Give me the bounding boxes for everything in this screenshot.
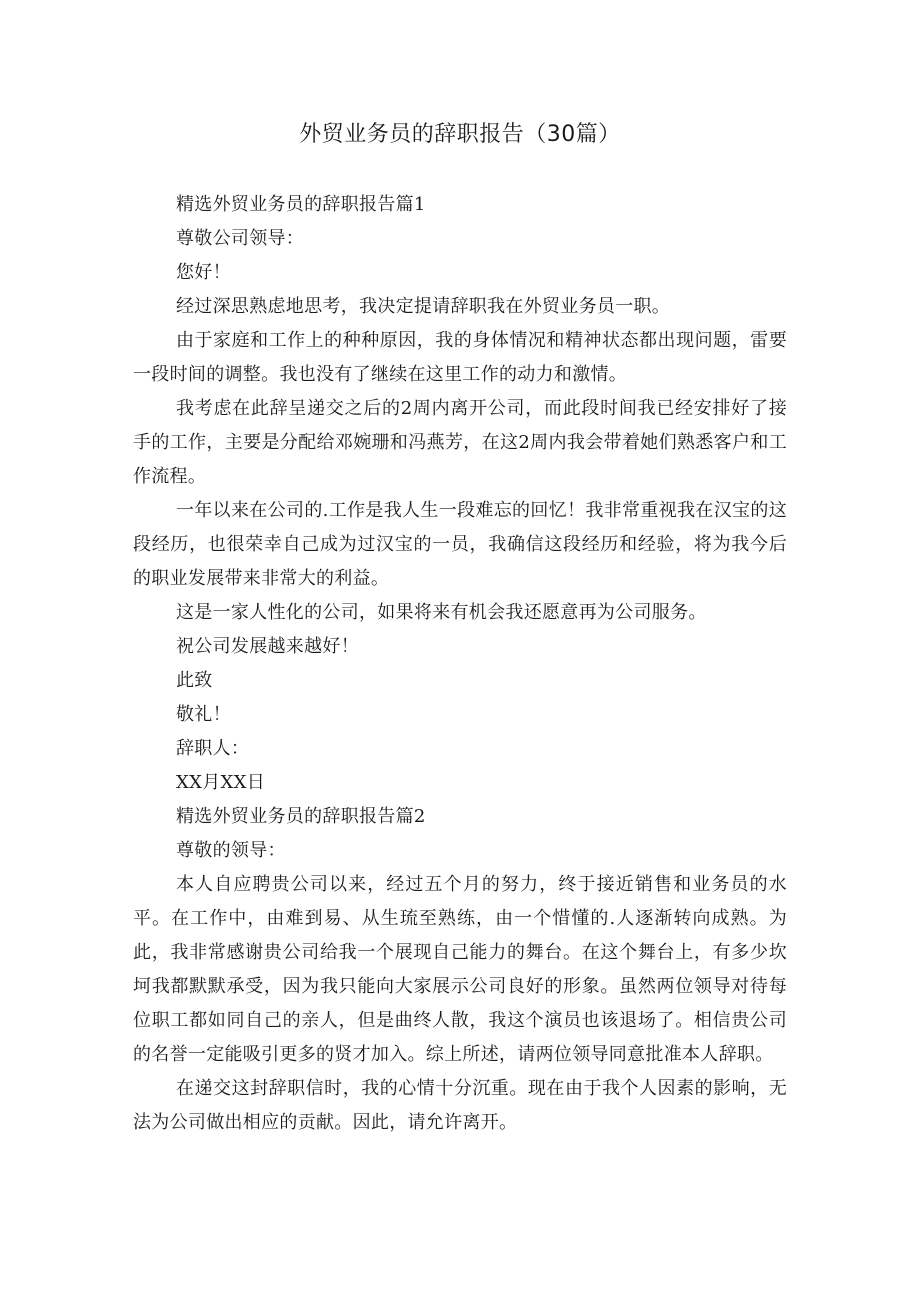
closing-phrase: 此致: [176, 670, 213, 691]
document-title: 外贸业务员的辞职报告（30篇）: [299, 122, 621, 147]
body-paragraph: 经过深思熟虑地思考，我决定提请辞职我在外贸业务员一职。: [176, 296, 671, 317]
salutation: 尊敬公司领导：: [176, 228, 305, 249]
salutation: 尊敬的领导：: [176, 840, 286, 861]
body-paragraph: 一年以来在公司的.工作是我人生一段难忘的回忆！我非常重视我在汉宝的这段经历，也很荣幸自己成为过汉宝的一员，我确信这段经历和经验，将为我今后的职业发展带来非常大的利益。: [133, 500, 787, 589]
document-body: [133, 188, 787, 1140]
body-paragraph: 在递交这封辞职信时，我的心情十分沉重。现在由于我个人因素的影响，无法为公司做出相应的贡献。因此，请允许离开。: [133, 1078, 787, 1133]
section-heading-2: 精选外贸业务员的辞职报告篇2: [176, 806, 426, 827]
body-paragraph: 本人自应聘贵公司以来，经过五个月的努力，终于接近销售和业务员的水平。在工作中，由难到易、从生琉至熟练，由一个惜懂的.人逐渐转向成熟。为此，我非常感谢贵公司给我一个展现自己能力的舞台。在这个舞台上，有多少坎坷我都默默承受，因为我只能向大家展示公司良好的形象。虽然两位领导对待每位职工都如同自己的亲人，但是曲终人散，我这个演员也该退场了。相信贵公司的名誉一定能吸引更多的贤才加入。综上所述，请两位领导同意批准本人辞职。: [133, 874, 787, 1065]
closing-salute: 敬礼！: [176, 704, 231, 725]
body-paragraph: 由于家庭和工作上的种种原因，我的身体情况和精神状态都出现问题，雷要一段时间的调整。我也没有了继续在这里工作的动力和激情。: [133, 330, 787, 385]
signature-label: 辞职人：: [176, 738, 250, 759]
greeting: 您好！: [176, 262, 231, 283]
date-line: XX月XX日: [176, 772, 266, 793]
body-paragraph: 这是一家人性化的公司，如果将来有机会我还愿意再为公司服务。: [176, 602, 707, 623]
section-heading-1: 精选外贸业务员的辞职报告篇1: [176, 194, 426, 215]
closing-wish: 祝公司发展越来越好！: [176, 636, 359, 657]
body-paragraph: 我考虑在此辞呈递交之后的2周内离开公司，而此段时间我已经安排好了接手的工作，主要是分配给邓婉珊和冯燕芳，在这2周内我会带着她们熟悉客户和工作流程。: [133, 398, 787, 487]
